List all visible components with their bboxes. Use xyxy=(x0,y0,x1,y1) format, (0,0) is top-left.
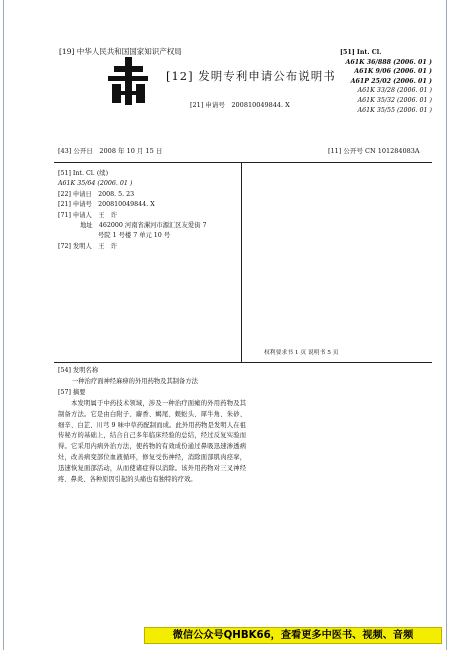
cnipa-logo-icon xyxy=(108,57,148,105)
publication-number: [11] 公开号 CN 101284083A xyxy=(328,147,420,155)
invention-title: 一种治疗面神经麻痹的外用药物及其制备方法 xyxy=(72,377,198,385)
divider-top xyxy=(54,162,432,163)
ipc-continued-code: A61K 35/64 (2006. 01 ) xyxy=(58,180,133,188)
abstract-label: [57] 摘要 xyxy=(58,388,86,396)
bibliographic-data xyxy=(58,169,238,252)
applicant-address-cont: 号院 1 号楼 7 单元 10 号 xyxy=(98,232,171,240)
divider-bottom xyxy=(54,362,432,363)
ipc-code: A61K 9/06 (2006. 01 ) xyxy=(354,68,432,76)
header-application-number: [21] 申请号 200810049844. X xyxy=(190,101,290,109)
abstract-text: 本发明属于中药技术领域，涉及一种治疗面瘫的外用药物及其制备方法。它是由白附子、麝香、蝎尾、蜈蚣头、犀牛角、朱砂、细辛、白芷、川芎 9 味中草药配制而成。此外用药物是发明人在祖传秘方的基础上，结合自己多年临床经验的总结，经过反复实验而得。它采用内病外治方法，使药物的有效成份通过鼻吸迅速渗透病灶，改善病变部位血液循环，修复受伤神经，消除面部肌肉痉挛，迅速恢复面部活动，从而使诸症得以消除。该外用药物对三叉神经疼、鼻炎、各种原因引起的头痛也有独特的疗效。 xyxy=(58,399,246,484)
applicant: [71] 申请人 王 许 xyxy=(58,211,118,219)
ipc-code: A61P 25/02 (2006. 01 ) xyxy=(350,77,432,85)
filing-date: [22] 申请日 2008. 5. 23 xyxy=(58,190,135,198)
page-frame-right xyxy=(446,0,447,650)
title-label: [54] 发明名称 xyxy=(58,367,99,374)
patent-office: [19] 中华人民共和国国家知识产权局 xyxy=(59,47,182,56)
wechat-banner: 微信公众号QHBK66，查看更多中医书、视频、音频 xyxy=(144,627,442,644)
publication-date: [43] 公开日 2008 年 10 月 15 日 xyxy=(58,147,163,155)
ipc-code: A61K 35/55 (2006. 01 ) xyxy=(357,106,432,114)
ipc-block xyxy=(340,48,432,115)
page-count: 权利要求书 1 页 说明书 5 页 xyxy=(264,350,339,356)
inventor: [72] 发明人 王 许 xyxy=(58,242,118,250)
applicant-address: 地址 462000 河南省漯河市源汇区友爱街 7 xyxy=(80,222,207,230)
ipc-code: A61K 35/32 (2006. 01 ) xyxy=(357,96,432,104)
divider-vertical xyxy=(241,163,242,362)
ipc-label: [51] Int. Cl. xyxy=(340,49,382,56)
page-frame-left xyxy=(3,0,4,650)
ipc-code: A61K 33/28 (2006. 01 ) xyxy=(357,87,432,95)
ipc-continued-label: [51] Int. Cl. (续) xyxy=(58,170,109,177)
publication-type: [12] 发明专利申请公布说明书 xyxy=(166,69,336,83)
abstract-section xyxy=(58,366,246,486)
ipc-code: A61K 36/888 (2006. 01 ) xyxy=(345,58,432,66)
application-number: [21] 申请号 200810049844. X xyxy=(58,201,155,209)
